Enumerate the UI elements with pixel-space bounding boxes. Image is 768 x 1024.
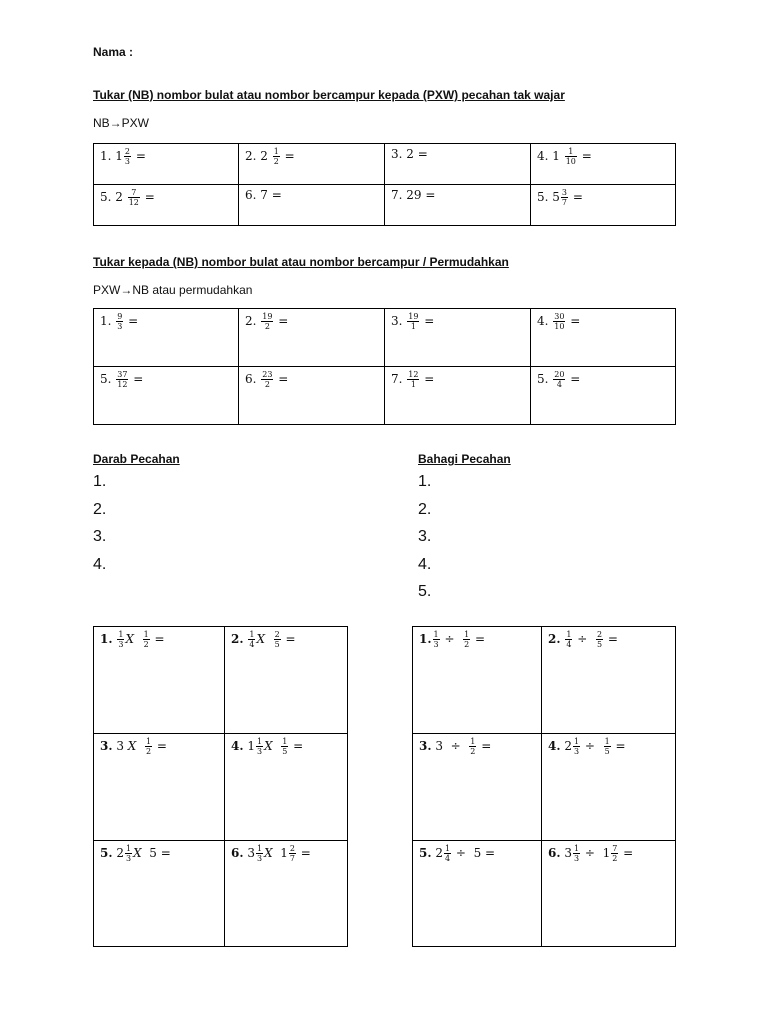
s1-cell-1: 1. 1 $\frac{2}{3}$ = xyxy=(94,144,239,185)
section1-subtitle: NB→PXW xyxy=(93,116,150,130)
s1-cell-4: 4. 1 $\frac{1}{10}$ = xyxy=(531,144,676,185)
s1-cell-7: 7. 29 = xyxy=(385,185,531,226)
s1-cell-5: 5. 2 $\frac{7}{12}$ = xyxy=(94,185,239,226)
bahagi-cell-4: 4. 2 $\frac{1}{3}$ ÷ $\frac{1}{5}$ = xyxy=(542,734,676,841)
darab-cell-6: 6. 3 $\frac{1}{3}$ X 1 $\frac{2}{7}$ = xyxy=(225,841,348,947)
darab-list xyxy=(93,468,106,578)
bahagi-cell-6: 6. 3 $\frac{1}{3}$ ÷ 1 $\frac{7}{2}$ = xyxy=(542,841,676,947)
section2-subtitle: PXW→NB atau permudahkan xyxy=(93,283,253,297)
section2-title: Tukar kepada (NB) nombor bulat atau nombor bercampur / Permudahkan xyxy=(93,255,509,269)
darab-table xyxy=(93,626,348,947)
s2-cell-7: 7. $\frac{12}{1}$ = xyxy=(385,367,531,425)
darab-title: Darab Pecahan xyxy=(93,452,180,466)
bahagi-cell-2: 2. $\frac{1}{4}$ ÷ $\frac{2}{5}$ = xyxy=(542,627,676,734)
darab-cell-1: 1. $\frac{1}{3}$ X $\frac{1}{2}$ = xyxy=(94,627,225,734)
bahagi-cell-1: 1. $\frac{1}{3}$ ÷ $\frac{1}{2}$ = xyxy=(413,627,542,734)
list-item: 3. xyxy=(93,528,107,545)
s2-cell-6: 6. $\frac{23}{2}$ = xyxy=(239,367,385,425)
bahagi-list xyxy=(418,468,431,606)
section1-title: Tukar (NB) nombor bulat atau nombor bercampur kepada (PXW) pecahan tak wajar xyxy=(93,88,565,102)
s2-cell-1: 1. $\frac{9}{3}$ = xyxy=(94,309,239,367)
s1-cell-2: 2. 2 $\frac{1}{2}$ = xyxy=(239,144,385,185)
nama-label: Nama : xyxy=(93,45,134,59)
list-item: 2. xyxy=(93,500,107,518)
s2-cell-4: 4. $\frac{30}{10}$ = xyxy=(531,309,676,367)
list-item: 4. xyxy=(418,555,432,573)
bahagi-cell-3: 3. 3 ÷ $\frac{1}{2}$ = xyxy=(413,734,542,841)
bahagi-title: Bahagi Pecahan xyxy=(418,452,511,466)
list-item: 5. xyxy=(418,583,432,600)
darab-cell-3: 3. 3 X $\frac{1}{2}$ = xyxy=(94,734,225,841)
darab-cell-2: 2. $\frac{1}{4}$ X $\frac{2}{5}$ = xyxy=(225,627,348,734)
bahagi-table xyxy=(412,626,676,947)
s2-cell-2: 2. $\frac{19}{2}$ = xyxy=(239,309,385,367)
section2-table xyxy=(93,308,676,425)
darab-cell-4: 4. 1 $\frac{1}{3}$ X $\frac{1}{5}$ = xyxy=(225,734,348,841)
s2-cell-3: 3. $\frac{19}{1}$ = xyxy=(385,309,531,367)
bahagi-cell-5: 5. 2 $\frac{1}{4}$ ÷ 5 = xyxy=(413,841,542,947)
list-item: 2. xyxy=(418,500,432,518)
s1-cell-6: 6. 7 = xyxy=(239,185,385,226)
list-item: 4. xyxy=(93,555,107,573)
section1-table xyxy=(93,143,676,226)
s1-cell-3: 3. 2 = xyxy=(385,144,531,185)
s2-cell-5: 5. $\frac{37}{12}$ = xyxy=(94,367,239,425)
s2-cell-8: 5. $\frac{20}{4}$ = xyxy=(531,367,676,425)
list-item: 1. xyxy=(93,473,107,490)
s1-cell-8: 5. 5 $\frac{3}{7}$ = xyxy=(531,185,676,226)
list-item: 3. xyxy=(418,528,432,545)
list-item: 1. xyxy=(418,473,432,490)
darab-cell-5: 5. 2 $\frac{1}{3}$ X 5 = xyxy=(94,841,225,947)
